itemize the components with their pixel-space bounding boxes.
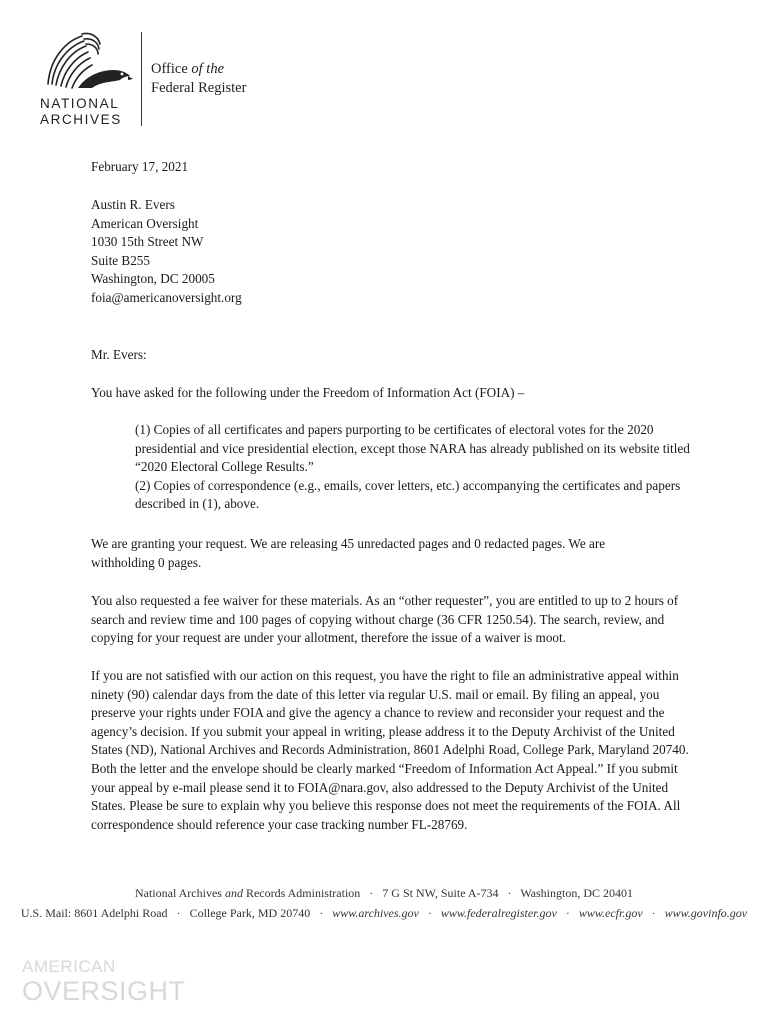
fee-paragraph: You also requested a fee waiver for these materials. As an “other requester”, you are entitled to up to 2 hours of search and review time and 100 pages of copying without charge (36 CFR 1250.54). The search, review, and copying for your request are under your allotment, therefore the issue of a waiver is moot. <box>91 593 679 646</box>
american-oversight-watermark <box>22 958 186 1006</box>
office-name: Office of the Federal Register <box>151 61 247 96</box>
eagle-icon <box>42 30 134 94</box>
footer-mail: U.S. Mail: 8601 Adelphi Road <box>20 906 168 920</box>
footer-mail-line: U.S. Mail: 8601 Adelphi Road · College Park, MD 20740 · www.archives.gov · www.federalregister.gov · www.ecfr.gov · www.govinfo.gov <box>20 906 748 920</box>
footer-link-archives[interactable]: www.archives.gov <box>332 906 419 920</box>
footer-link-ecfr[interactable]: www.ecfr.gov <box>578 906 643 920</box>
footer-link-federalregister[interactable]: www.federalregister.gov <box>440 906 557 920</box>
org-name-line1: NATIONAL <box>40 96 120 111</box>
footer-agency-line: National Archives and Records Administration · 7 G St NW, Suite A-734 · Washington, DC 20401 <box>134 886 634 900</box>
request-list <box>135 421 705 514</box>
org-name-line2: ARCHIVES <box>40 112 122 127</box>
recipient-name: Austin R. Evers <box>91 197 175 212</box>
footer-mail-city: College Park, MD 20740 <box>189 906 311 920</box>
salutation: Mr. Evers: <box>91 347 147 362</box>
footer-address-1: 7 G St NW, Suite A-734 <box>382 886 499 900</box>
recipient-email: foia@americanoversight.org <box>91 289 242 305</box>
request-item-1: (1) Copies of all certificates and papers purporting to be certificates of electoral votes for the 2020 presidential and vice presidential election, except those NARA has already published on its website titled “2020 Electoral College Results.” <box>135 422 690 475</box>
grant-paragraph: We are granting your request. We are releasing 45 unredacted pages and 0 redacted pages. We are withholding 0 pages. <box>91 536 606 570</box>
recipient-org: American Oversight <box>91 215 199 231</box>
watermark-line1: AMERICAN <box>22 957 116 976</box>
national-archives-logo <box>36 30 136 130</box>
footer-address-2: Washington, DC 20401 <box>520 886 634 900</box>
request-item-2: (2) Copies of correspondence (e.g., emails, cover letters, etc.) accompanying the certificates and papers described in (1), above. <box>135 477 681 512</box>
recipient-street: 1030 15th Street NW <box>91 234 204 250</box>
watermark-line2: OVERSIGHT <box>22 976 186 1006</box>
letter-date: February 17, 2021 <box>91 159 189 174</box>
recipient-address <box>91 196 691 308</box>
letterhead-divider <box>141 32 142 126</box>
appeal-paragraph: If you are not satisfied with our action on this request, you have the right to file an administrative appeal within ninety (90) calendar days from the date of this letter via regular U.S. mail or email. By filing an appeal, you preserve your rights under FOIA and give the agency a chance to review and reconsider your request and the agency’s decision. If you submit your appeal in writing, please address it to the Deputy Archivist of the United States (ND), National Archives and Records Administration, 8601 Adelphi Road, College Park, Maryland 20740. Both the letter and the envelope should be clearly marked “Freedom of Information Act Appeal.” If you submit your appeal by e-mail please send it to FOIA@nara.gov, also addressed to the Deputy Archivist of the United States. Please be sure to explain why you believe this response does not meet the requirements of the FOIA. All correspondence should reference your case tracking number FL-28769. <box>91 668 689 832</box>
footer-link-govinfo[interactable]: www.govinfo.gov <box>664 906 748 920</box>
intro-paragraph: You have asked for the following under the Freedom of Information Act (FOIA) – <box>91 385 525 400</box>
recipient-city: Washington, DC 20005 <box>91 271 215 287</box>
recipient-suite: Suite B255 <box>91 252 150 268</box>
